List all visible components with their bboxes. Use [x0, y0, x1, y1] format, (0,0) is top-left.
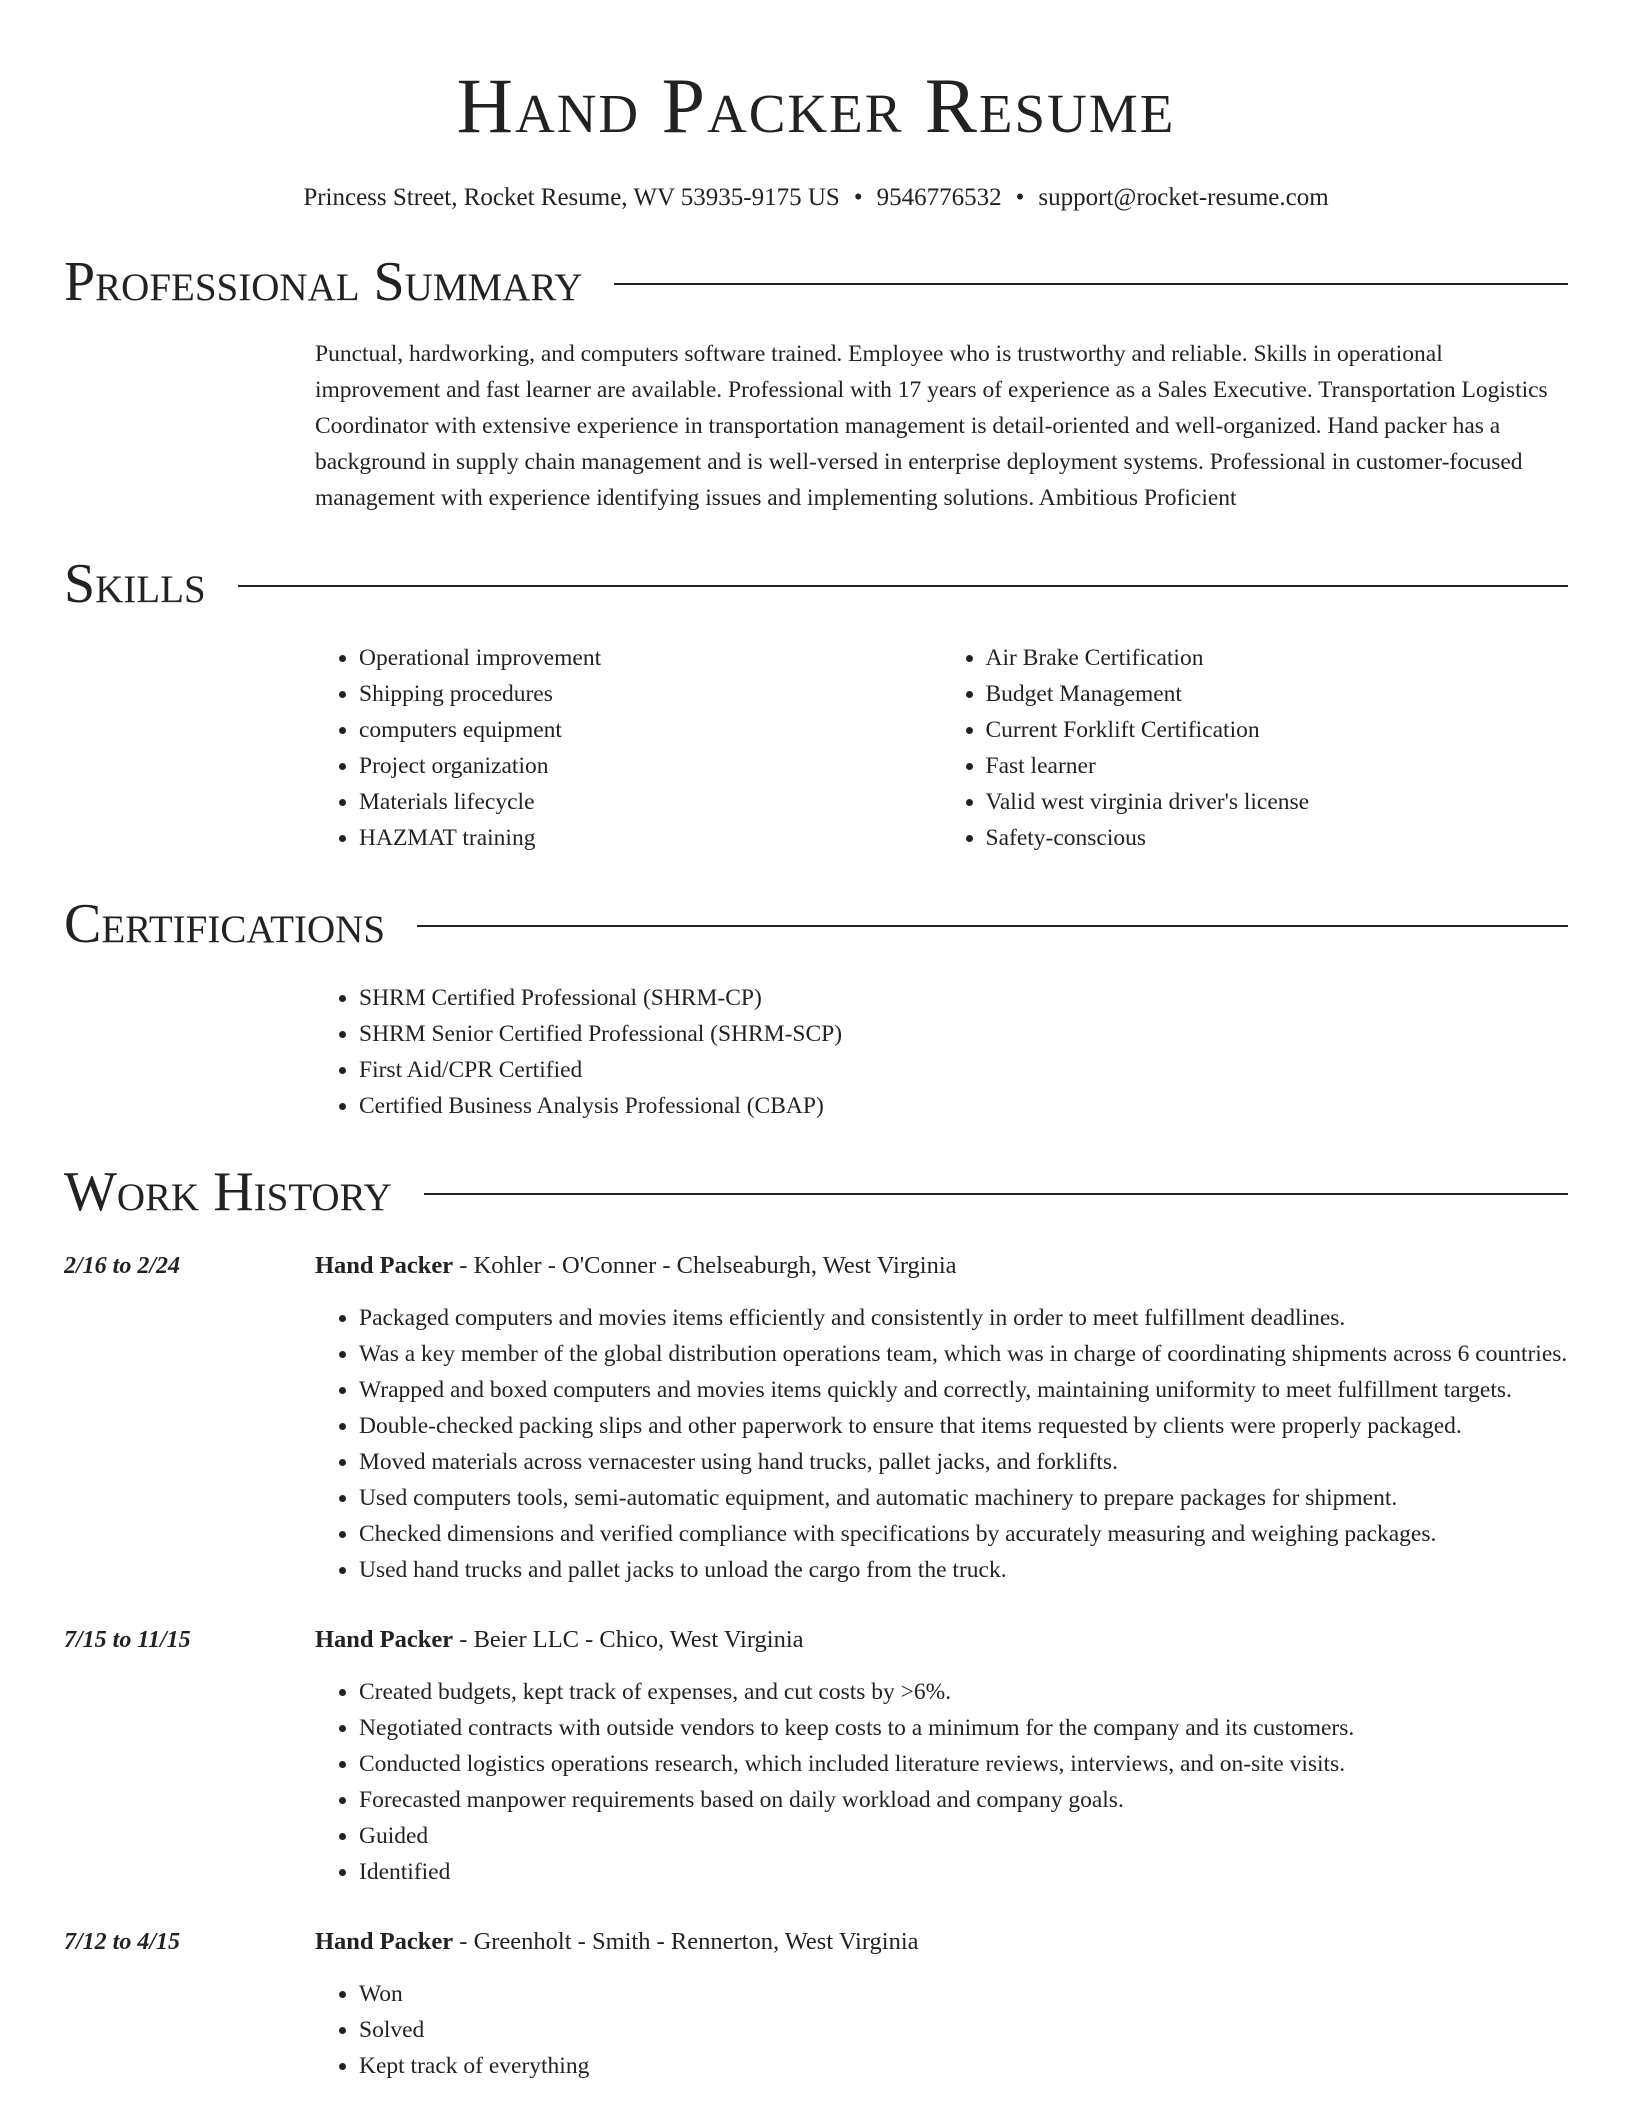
job-bullet: • Used hand trucks and pallet jacks to unload the cargo from the truck.	[359, 1552, 1568, 1588]
job-bullet: • Kept track of everything	[359, 2048, 1568, 2084]
job-bullet: • Negotiated contracts with outside vendors to keep costs to a minimum for the company and its customers.	[359, 1710, 1568, 1746]
job-bullet: • Packaged computers and movies items efficiently and consistently in order to meet fulfillment deadlines.	[359, 1300, 1568, 1336]
skill-item: • computers equipment	[359, 712, 942, 748]
job-bullet: • Won	[359, 1976, 1568, 2012]
job-dates: 7/15 to 11/15	[64, 1627, 191, 1653]
certifications-heading: Certifications	[64, 893, 386, 955]
certification-item: • SHRM Senior Certified Professional (SHRM-SCP)	[359, 1016, 1568, 1052]
certifications-section-header	[64, 890, 1568, 958]
job-title: Hand Packer	[315, 1928, 454, 1955]
skill-item: • Safety-conscious	[986, 820, 1569, 856]
job-dates: 2/16 to 2/24	[64, 1253, 181, 1279]
resume-title: Hand Packer Resume	[456, 62, 1176, 149]
skill-item: • Valid west virginia driver's license	[986, 784, 1569, 820]
job-bullet: • Solved	[359, 2012, 1568, 2048]
job-bullet: • Double-checked packing slips and other paperwork to ensure that items requested by clients were properly packaged.	[359, 1408, 1568, 1444]
job-details: - Kohler - O'Conner - Chelseaburgh, West Virginia	[453, 1252, 957, 1279]
summary-text: Punctual, hardworking, and computers software trained. Employee who is trustworthy and reliable. Skills in operational improvement and fast learner are available. Professional with 17 years of experience as a Sales Executive. Transportation Logistics Coordinator with extensive experience in transportation management is detail-oriented and well-organized. Hand packer has a background in supply chain management and is well-versed in enterprise deployment systems. Professional in customer-focused management with experience identifying issues and implementing solutions. Ambitious Proficient	[315, 341, 1548, 511]
job-details: - Beier LLC - Chico, West Virginia	[453, 1626, 804, 1653]
job-header	[315, 1924, 1568, 1960]
job-bullet: • Wrapped and boxed computers and movies items quickly and correctly, maintaining uniformity to meet fulfillment targets.	[359, 1372, 1568, 1408]
skills-columns	[315, 640, 1568, 856]
contact-separator: •	[1015, 184, 1025, 211]
job-dates: 7/12 to 4/15	[64, 1929, 181, 1955]
work-section-header	[64, 1158, 1568, 1226]
section-divider	[424, 1193, 1568, 1195]
job-bullets	[315, 1674, 1568, 1890]
job-title: Hand Packer	[315, 1252, 454, 1279]
section-divider	[238, 585, 1568, 587]
work-heading: Work History	[64, 1161, 392, 1223]
resume-page	[64, 0, 1568, 2112]
skill-item: • Current Forklift Certification	[986, 712, 1569, 748]
skills-list-left	[315, 640, 942, 856]
skills-section-header	[64, 550, 1568, 618]
job-bullet: • Used computers tools, semi-automatic equipment, and automatic machinery to prepare packages for shipment.	[359, 1480, 1568, 1516]
skills-list-right	[942, 640, 1569, 856]
job-bullet: • Was a key member of the global distribution operations team, which was in charge of coordinating shipments across 6 countries.	[359, 1336, 1568, 1372]
contact-email: support@rocket-resume.com	[1038, 184, 1329, 211]
skill-item: • Project organization	[359, 748, 942, 784]
skill-item: • Shipping procedures	[359, 676, 942, 712]
job-bullet: • Checked dimensions and verified compliance with specifications by accurately measuring and weighing packages.	[359, 1516, 1568, 1552]
job-details: - Greenholt - Smith - Rennerton, West Virginia	[453, 1928, 919, 1955]
job-header	[315, 1248, 1568, 1284]
contact-line	[64, 182, 1568, 214]
job-title: Hand Packer	[315, 1626, 454, 1653]
certifications-list	[315, 980, 1568, 1124]
job-bullet: • Forecasted manpower requirements based on daily workload and company goals.	[359, 1782, 1568, 1818]
section-divider	[614, 283, 1568, 285]
certification-item: • SHRM Certified Professional (SHRM-CP)	[359, 980, 1568, 1016]
certification-item: • Certified Business Analysis Professional (CBAP)	[359, 1088, 1568, 1124]
job-bullet: • Moved materials across vernacester using hand trucks, pallet jacks, and forklifts.	[359, 1444, 1568, 1480]
skill-item: • Operational improvement	[359, 640, 942, 676]
job-bullets	[315, 1300, 1568, 1588]
job-entry	[64, 1248, 1568, 1588]
skill-item: • Fast learner	[986, 748, 1569, 784]
contact-address: Princess Street, Rocket Resume, WV 53935-9175 US	[303, 184, 840, 211]
skills-heading: Skills	[64, 553, 206, 615]
job-bullets	[315, 1976, 1568, 2084]
summary-heading: Professional Summary	[64, 251, 583, 313]
job-bullet: • Identified	[359, 1854, 1568, 1890]
skill-item: • Air Brake Certification	[986, 640, 1569, 676]
contact-phone: 9546776532	[876, 184, 1002, 211]
job-bullet: • Created budgets, kept track of expenses, and cut costs by >6%.	[359, 1674, 1568, 1710]
job-entry	[64, 1622, 1568, 1890]
summary-section-header	[64, 248, 1568, 316]
job-entry	[64, 1924, 1568, 2084]
contact-separator: •	[853, 184, 863, 211]
skill-item: • Materials lifecycle	[359, 784, 942, 820]
section-divider	[417, 925, 1568, 927]
job-header	[315, 1622, 1568, 1658]
job-bullet: • Conducted logistics operations research, which included literature reviews, interviews, and on-site visits.	[359, 1746, 1568, 1782]
job-bullet: • Guided	[359, 1818, 1568, 1854]
skill-item: • Budget Management	[986, 676, 1569, 712]
certification-item: • First Aid/CPR Certified	[359, 1052, 1568, 1088]
skill-item: • HAZMAT training	[359, 820, 942, 856]
